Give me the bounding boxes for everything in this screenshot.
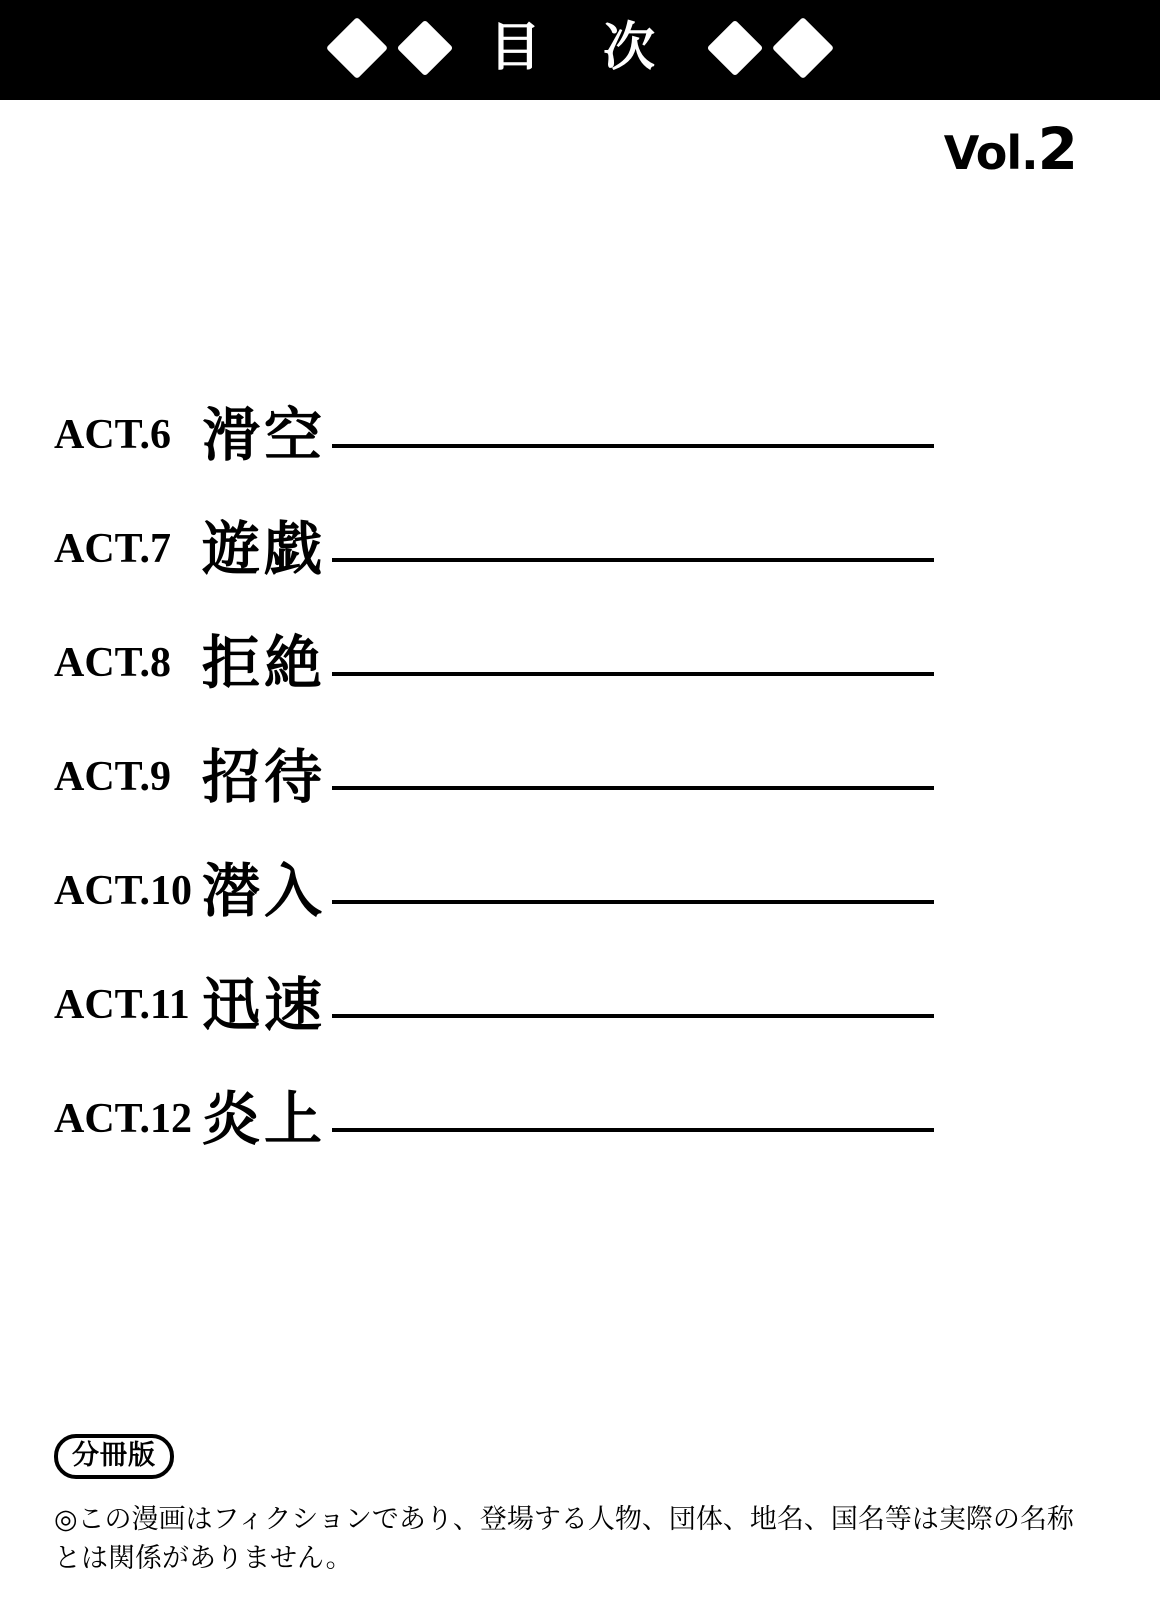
diamond-icon xyxy=(772,17,834,79)
act-title: 迅速 xyxy=(202,971,327,1039)
diamond-icon xyxy=(326,17,388,79)
page-footer xyxy=(54,1434,1114,1578)
act-number: ACT.8 xyxy=(54,640,172,686)
list-item[interactable] xyxy=(54,466,934,583)
table-of-contents xyxy=(54,352,934,1153)
leader-line xyxy=(332,558,934,562)
leader-line xyxy=(332,1014,934,1018)
volume-number: 2 xyxy=(1037,115,1076,183)
act-number: ACT.7 xyxy=(54,526,172,572)
act-title: 招待 xyxy=(202,743,327,811)
header-content xyxy=(335,18,825,78)
volume-prefix: Vol. xyxy=(943,126,1038,180)
list-item[interactable] xyxy=(54,580,934,697)
leader-line xyxy=(332,444,934,448)
volume-label xyxy=(943,115,1076,183)
list-item[interactable] xyxy=(54,808,934,925)
leader-line xyxy=(332,672,934,676)
act-number: ACT.11 xyxy=(54,982,190,1028)
edition-badge: 分冊版 xyxy=(54,1434,174,1480)
disclaimer-text: ◎この漫画はフィクションであり、登場する人物、団体、地名、国名等は実際の名称とは関係がありません。 xyxy=(54,1504,1074,1574)
act-title: 拒絶 xyxy=(202,629,327,697)
diamond-icon xyxy=(397,20,454,77)
act-number: ACT.9 xyxy=(54,754,172,800)
leader-line xyxy=(332,900,934,904)
list-item[interactable] xyxy=(54,1036,934,1153)
act-title: 遊戯 xyxy=(202,515,327,583)
list-item[interactable] xyxy=(54,352,934,469)
act-title: 潜入 xyxy=(202,857,327,925)
leader-line xyxy=(332,1128,934,1132)
page-title: 目 次 xyxy=(488,18,678,78)
diamond-icon xyxy=(707,20,764,77)
act-number: ACT.6 xyxy=(54,412,172,458)
act-title: 滑空 xyxy=(202,401,327,469)
act-number: ACT.12 xyxy=(54,1096,193,1142)
act-title: 炎上 xyxy=(202,1085,327,1153)
page-header xyxy=(0,0,1160,100)
list-item[interactable] xyxy=(54,694,934,811)
act-number: ACT.10 xyxy=(54,868,193,914)
list-item[interactable] xyxy=(54,922,934,1039)
leader-line xyxy=(332,786,934,790)
